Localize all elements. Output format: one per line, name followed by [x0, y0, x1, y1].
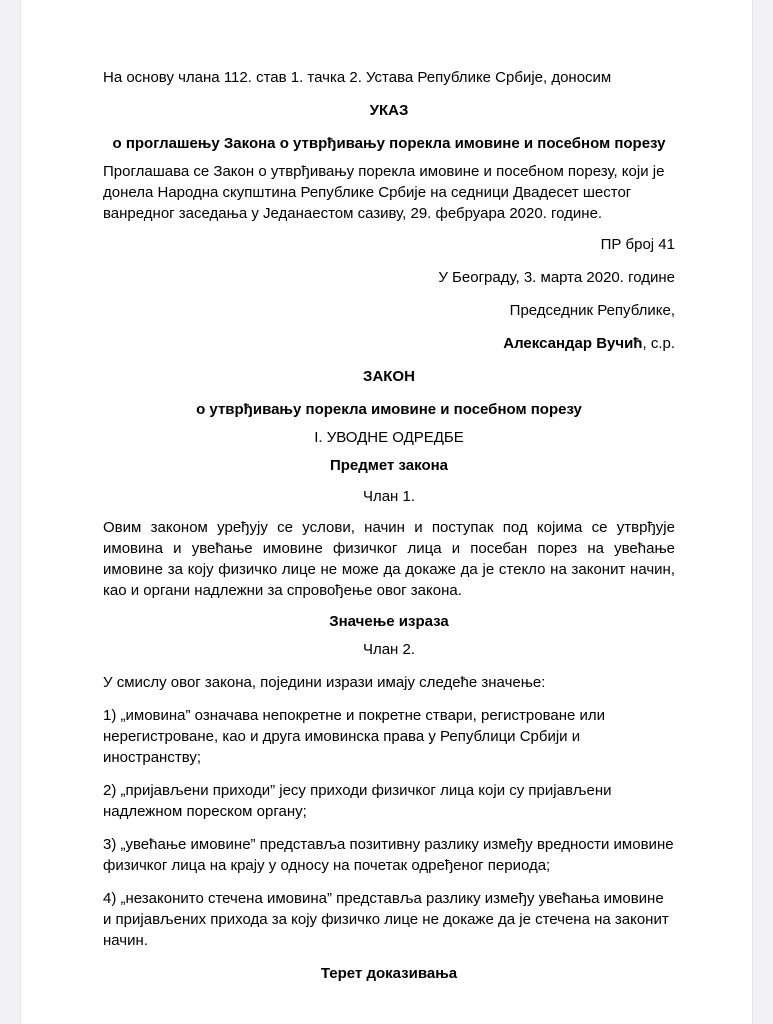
- signature-suffix: , с.р.: [642, 335, 675, 352]
- president-name: Александар Вучић: [503, 335, 643, 352]
- decree-subtitle: о проглашењу Закона о утврђивању порекла имовине и посебном порезу: [112, 135, 666, 152]
- place-date: У Београду, 3. марта 2020. године: [438, 269, 675, 286]
- signature: [103, 333, 675, 354]
- law-title: ЗАКОН: [363, 368, 415, 385]
- decree-title: УКАЗ: [369, 102, 409, 119]
- proclamation-text: Проглашава се Закон о утврђивању порекла имовине и посебном порезу, који је донела Народна скупштина Републике Србије на седници Двадесет шестог ванредног заседања у Једанаестом сазиву, 29. фебруара 2020. године.: [103, 163, 665, 222]
- article2-intro: У смислу овог закона, поједини изрази имају следеће значење:: [103, 674, 546, 691]
- president-title: Председник Републике,: [509, 302, 675, 319]
- document-page: [20, 0, 753, 1024]
- article1-text: Овим законом уређују се услови, начин и поступак под којима се утврђује имовина и увећање имовине физичког лица и посебан порез на увећање имовине за коју физичко лице не може да докаже да је стекло на законит начин, као и органи надлежни за спровођење овог закона.: [103, 519, 675, 599]
- article2-number: Члан 2.: [362, 641, 416, 658]
- definition-item: 3) „увећање имовине” представља позитивну разлику између вредности имовине физичког лица на крају у односу на почетак одређеног периода;: [103, 836, 674, 874]
- definition-item: 2) „пријављени приходи” јесу приходи физичког лица који су пријављени надлежном пореском органу;: [103, 782, 612, 820]
- document-body: [103, 67, 675, 984]
- pr-number: ПР број 41: [600, 236, 675, 253]
- definition-item: 1) „имовина” означава непокретне и покретне ствари, регистроване или нерегистроване, као и друга имовинска права у Републици Србији и иностранству;: [103, 707, 606, 766]
- next-heading: Терет доказивања: [320, 965, 458, 982]
- preamble: На основу члана 112. став 1. тачка 2. Устава Републике Србије, доносим: [103, 69, 612, 86]
- article1-number: Члан 1.: [362, 488, 416, 505]
- article2-heading: Значење израза: [329, 613, 449, 630]
- section-title: I. УВОДНЕ ОДРЕДБЕ: [314, 429, 464, 446]
- article1-heading: Предмет закона: [329, 457, 449, 474]
- law-subtitle: о утврђивању порекла имовине и посебном порезу: [196, 401, 582, 418]
- definition-item: 4) „незаконито стечена имовина” представља разлику између увећања имовине и пријављених прихода за коју физичко лице не докаже да је стечена на законит начин.: [103, 890, 669, 949]
